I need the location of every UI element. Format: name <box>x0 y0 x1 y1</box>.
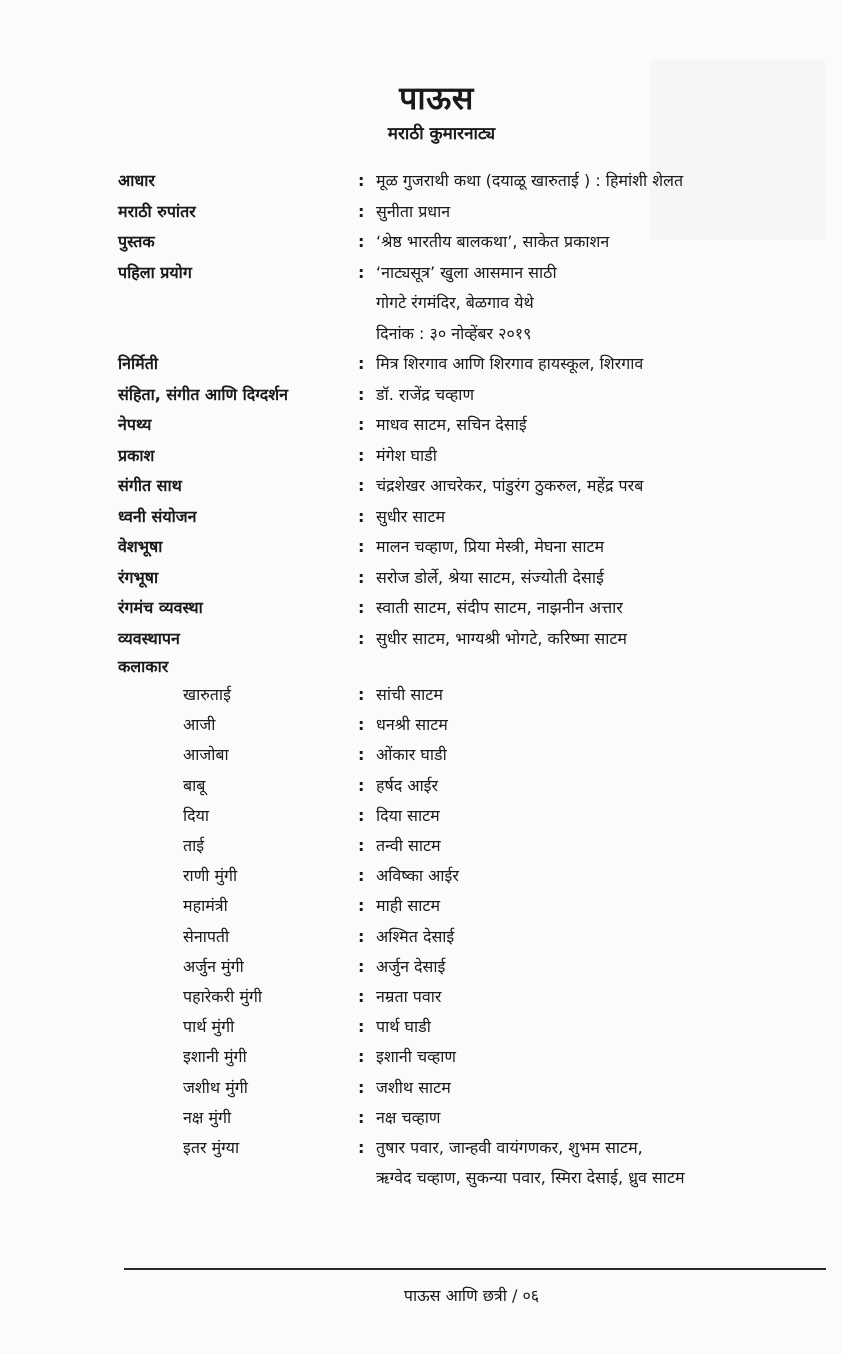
credit-value <box>376 593 818 624</box>
colon-separator: : <box>358 445 365 465</box>
credit-value <box>376 227 818 258</box>
value-line: मूळ गुजराथी कथा (दयाळू खारुताई ) : हिमांशी शेलत <box>376 171 684 190</box>
credit-label: रंगमंच व्यवस्था <box>118 598 203 617</box>
credit-rows <box>118 166 818 654</box>
credit-label: ध्वनी संयोजन <box>118 506 197 526</box>
page-title: पाऊस <box>399 79 474 117</box>
cast-role: आजोबा <box>183 745 229 765</box>
colon-separator: : <box>358 354 365 373</box>
credit-row <box>118 349 818 380</box>
cast-row <box>118 831 818 861</box>
value-line: सुधीर साटम <box>376 506 446 526</box>
colon-separator: : <box>358 836 365 856</box>
credit-label: वेशभूषा <box>118 537 163 556</box>
cast-actor <box>376 740 818 770</box>
cast-role: खारुताई <box>183 685 231 704</box>
footer-divider <box>124 1268 826 1270</box>
cast-row <box>118 801 818 831</box>
cast-role: सेनापती <box>183 926 230 946</box>
value-line: डॉ. राजेंद्र चव्हाण <box>376 384 475 404</box>
colon-separator: : <box>358 926 365 946</box>
cast-row <box>118 891 818 921</box>
credit-label: नेपथ्य <box>118 415 152 434</box>
credit-value <box>376 258 818 350</box>
cast-role: ताई <box>183 836 205 856</box>
value-line: हर्षद आईर <box>376 775 439 795</box>
colon-separator: : <box>358 171 365 190</box>
credit-row <box>118 410 818 441</box>
cast-actor <box>376 680 818 710</box>
cast-role: इशानी मुंगी <box>183 1047 247 1067</box>
credit-row <box>118 227 818 258</box>
cast-row <box>118 861 818 891</box>
credit-label: संगीत साथ <box>118 476 182 495</box>
credit-label: रंगभूषा <box>118 567 159 587</box>
cast-list <box>118 680 818 1193</box>
cast-role: बाबू <box>183 775 206 795</box>
colon-separator: : <box>358 1017 365 1037</box>
cast-actor <box>376 1133 818 1193</box>
cast-row <box>118 1073 818 1103</box>
value-line: सरोज डोर्ले, श्रेया साटम, संज्योती देसाई <box>376 567 604 587</box>
value-line: जशीथ साटम <box>376 1077 451 1097</box>
value-line: माधव साटम, सचिन देसाई <box>376 415 527 434</box>
value-line: अर्जुन देसाई <box>376 956 446 976</box>
cast-actor <box>376 710 818 740</box>
cast-role: पार्थ मुंगी <box>183 1017 235 1037</box>
colon-separator: : <box>358 262 365 282</box>
cast-row <box>118 1012 818 1042</box>
cast-actor <box>376 891 818 921</box>
credit-row <box>118 502 818 533</box>
value-line: ‘श्रेष्ठ भारतीय बालकथा’, साकेत प्रकाशन <box>376 232 610 251</box>
value-line: तन्वी साटम <box>376 836 441 856</box>
cast-actor <box>376 922 818 952</box>
credit-label: संहिता, संगीत आणि दिग्दर्शन <box>118 384 289 404</box>
credit-row <box>118 258 818 350</box>
colon-separator: : <box>358 476 365 495</box>
colon-separator: : <box>358 415 365 434</box>
colon-separator: : <box>358 685 365 704</box>
credit-row <box>118 166 818 197</box>
credit-value <box>376 197 818 228</box>
cast-role: इतर मुंग्या <box>183 1138 240 1158</box>
cast-row <box>118 740 818 770</box>
credit-value <box>376 166 818 197</box>
credit-value <box>376 471 818 502</box>
credit-row <box>118 441 818 472</box>
credit-row <box>118 380 818 411</box>
value-line: दिया साटम <box>376 805 440 825</box>
cast-role: जशीथ मुंगी <box>183 1077 248 1097</box>
page-subtitle: मराठी कुमारनाट्य <box>387 124 496 144</box>
cast-role: महामंत्री <box>183 896 228 916</box>
cast-role: दिया <box>183 805 210 825</box>
value-line: मंगेश घाडी <box>376 445 437 465</box>
cast-actor <box>376 771 818 801</box>
cast-role: राणी मुंगी <box>183 866 238 886</box>
cast-row <box>118 771 818 801</box>
colon-separator: : <box>358 956 365 976</box>
credit-label: पहिला प्रयोग <box>118 262 192 282</box>
credit-label: व्यवस्थापन <box>118 628 180 648</box>
page-footer: पाऊस आणि छत्री / ०६ <box>403 1286 540 1305</box>
colon-separator: : <box>358 567 365 587</box>
colon-separator: : <box>358 628 365 648</box>
credit-label: आधार <box>118 171 155 190</box>
credit-value <box>376 532 818 563</box>
value-line: नक्ष चव्हाण <box>376 1107 441 1127</box>
cast-actor <box>376 1042 818 1072</box>
value-line: तुषार पवार, जान्हवी वायंगणकर, शुभम साटम, <box>376 1138 643 1158</box>
colon-separator: : <box>358 866 365 886</box>
credit-value <box>376 563 818 594</box>
value-line: चंद्रशेखर आचरेकर, पांडुरंग ठुकरुल, महेंद्र परब <box>376 476 644 495</box>
credit-row <box>118 532 818 563</box>
value-line: सांची साटम <box>376 685 443 704</box>
credit-label: निर्मिती <box>118 354 159 373</box>
colon-separator: : <box>358 1138 365 1158</box>
cast-actor <box>376 1012 818 1042</box>
cast-heading: कलाकार <box>118 657 169 676</box>
cast-actor <box>376 952 818 982</box>
credit-row <box>118 471 818 502</box>
colon-separator: : <box>358 1047 365 1067</box>
cast-row <box>118 680 818 710</box>
colon-separator: : <box>358 1077 365 1097</box>
cast-role: अर्जुन मुंगी <box>183 956 244 976</box>
credit-row <box>118 624 818 655</box>
credit-value <box>376 441 818 472</box>
credit-value <box>376 624 818 655</box>
colon-separator: : <box>358 384 365 404</box>
value-line: पार्थ घाडी <box>376 1017 431 1037</box>
cast-role: पहारेकरी मुंगी <box>183 987 263 1007</box>
colon-separator: : <box>358 896 365 916</box>
colon-separator: : <box>358 1107 365 1127</box>
colon-separator: : <box>358 715 365 735</box>
value-line: ओंकार घाडी <box>376 745 447 765</box>
credit-row <box>118 593 818 624</box>
cast-role: नक्ष मुंगी <box>183 1107 232 1127</box>
colon-separator: : <box>358 775 365 795</box>
value-line: सुनीता प्रधान <box>376 201 451 221</box>
value-line: ‘नाट्यसूत्र’ खुला आसमान साठी <box>376 262 557 282</box>
colon-separator: : <box>358 201 365 221</box>
credits-list <box>118 166 818 1193</box>
cast-row <box>118 922 818 952</box>
value-line: स्वाती साटम, संदीप साटम, नाझनीन अत्तार <box>376 598 623 617</box>
value-line: माही साटम <box>376 896 441 916</box>
value-line: मित्र शिरगाव आणि शिरगाव हायस्कूल, शिरगाव <box>376 354 644 373</box>
colon-separator: : <box>358 805 365 825</box>
credit-value <box>376 410 818 441</box>
cast-role: आजी <box>183 715 216 735</box>
value-line: अश्मित देसाई <box>376 926 455 946</box>
cast-actor <box>376 1073 818 1103</box>
credit-row <box>118 563 818 594</box>
cast-actor <box>376 982 818 1012</box>
value-line: गोगटे रंगमंदिर, बेळगाव येथे <box>376 293 534 312</box>
credit-label: प्रकाश <box>118 445 155 465</box>
cast-row <box>118 1133 818 1193</box>
cast-actor <box>376 801 818 831</box>
credit-value <box>376 349 818 380</box>
credit-label: पुस्तक <box>118 232 155 251</box>
cast-row <box>118 710 818 740</box>
cast-row <box>118 982 818 1012</box>
credit-label: मराठी रुपांतर <box>118 201 196 221</box>
cast-row <box>118 1103 818 1133</box>
cast-actor <box>376 831 818 861</box>
cast-row <box>118 1042 818 1072</box>
value-line: दिनांक : ३० नोव्हेंबर २०१९ <box>376 323 532 343</box>
colon-separator: : <box>358 598 365 617</box>
colon-separator: : <box>358 745 365 765</box>
colon-separator: : <box>358 987 365 1007</box>
colon-separator: : <box>358 232 365 251</box>
colon-separator: : <box>358 506 365 526</box>
colon-separator: : <box>358 537 365 556</box>
value-line: धनश्री साटम <box>376 715 448 735</box>
value-line: इशानी चव्हाण <box>376 1047 456 1067</box>
credit-row <box>118 197 818 228</box>
value-line: अविष्का आईर <box>376 866 459 886</box>
credit-value <box>376 502 818 533</box>
cast-row <box>118 952 818 982</box>
value-line: नम्रता पवार <box>376 987 442 1007</box>
cast-actor <box>376 1103 818 1133</box>
value-line: ऋग्वेद चव्हाण, सुकन्या पवार, स्मिरा देसाई, ध्रुव साटम <box>376 1168 685 1188</box>
value-line: सुधीर साटम, भाग्यश्री भोगटे, करिष्मा साटम <box>376 628 627 648</box>
cast-actor <box>376 861 818 891</box>
credit-value <box>376 380 818 411</box>
value-line: मालन चव्हाण, प्रिया मेस्त्री, मेघना साटम <box>376 537 605 556</box>
